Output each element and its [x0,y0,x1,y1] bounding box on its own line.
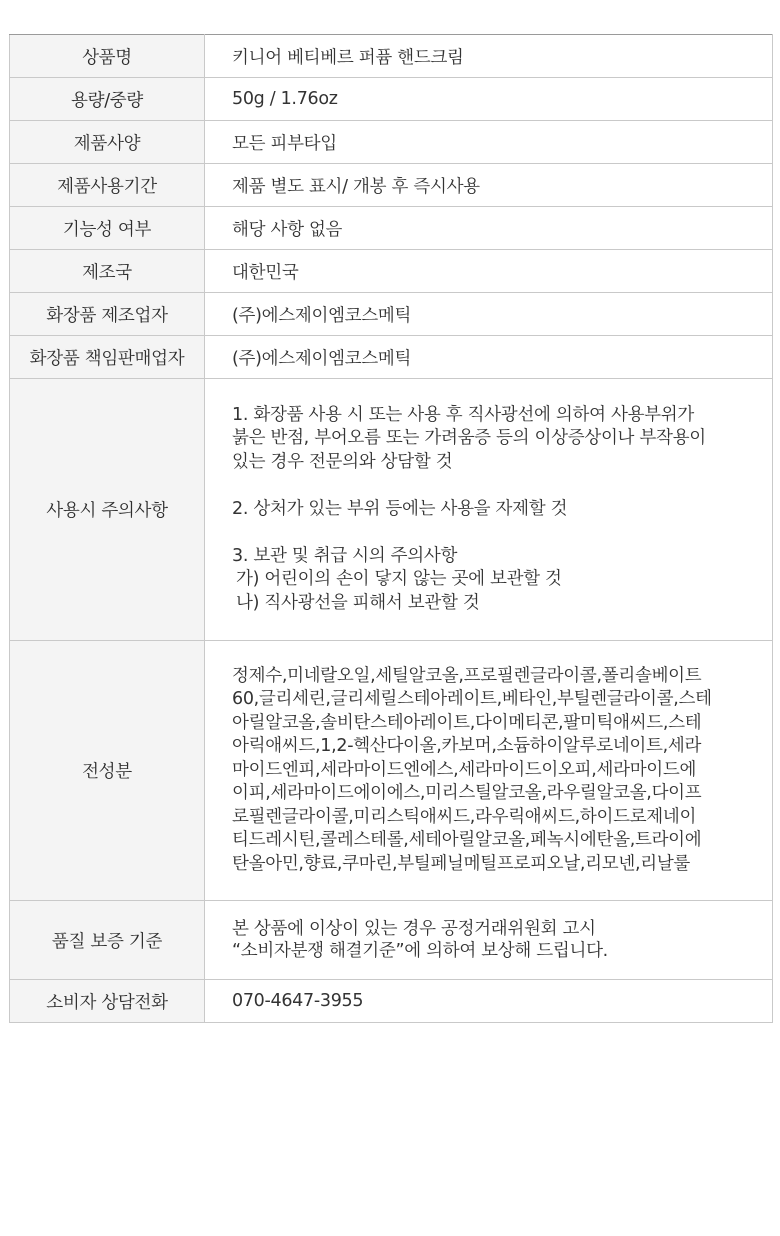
caution-item-3b: 나) 직사광선을 피해서 보관할 것 [236,592,480,613]
ingredients-line: 탄올아민,향료,쿠마린,부틸페닐메틸프로피오날,리모넨,리날룰 [232,853,691,874]
row-label-phone: 소비자 상담전화 [10,980,205,1023]
table-row [10,641,773,901]
table-row [10,207,773,250]
row-value-expiry: 제품 별도 표시/ 개봉 후 즉시사용 [205,164,773,207]
ingredients-line: 아릴알코올,솔비탄스테아레이트,다이메티콘,팔미틱애씨드,스테 [232,712,702,733]
spacer [232,474,762,498]
table-row [10,336,773,379]
table-row [10,164,773,207]
row-value-product-name: 키니어 베티베르 퍼퓸 핸드크림 [205,35,773,78]
caution-item-1-line-3: 있는 경우 전문의와 상담할 것 [232,451,453,472]
product-info-table [9,34,773,1023]
row-label-functional: 기능성 여부 [10,207,205,250]
row-label-expiry: 제품사용기간 [10,164,205,207]
table-row [10,980,773,1023]
row-value-capacity: 50g / 1.76oz [205,78,773,121]
ingredients-line: 티드레시틴,콜레스테롤,세테아릴알코올,페녹시에탄올,트라이에 [232,830,702,851]
ingredients-line: 마이드엔피,세라마이드엔에스,세라마이드이오피,세라마이드에 [232,759,697,780]
row-value-manufacturer: (주)에스제이엠코스메틱 [205,293,773,336]
row-value-seller: (주)에스제이엠코스메틱 [205,336,773,379]
row-value-spec: 모든 피부타입 [205,121,773,164]
table-row [10,901,773,980]
ingredients-line: 아릭애씨드,1,2-헥산다이올,카보머,소듐하이알루로네이트,세라 [232,736,702,757]
table-row [10,78,773,121]
caution-item-1-line-2: 붉은 반점, 부어오름 또는 가려움증 등의 이상증상이나 부작용이 [232,428,706,449]
caution-item-1-line-1: 1. 화장품 사용 시 또는 사용 후 직사광선에 의하여 사용부위가 [232,404,694,425]
row-value-cautions [205,379,773,641]
ingredients-line: 정제수,미네랄오일,세틸알코올,프로필렌글라이콜,폴리솔베이트 [232,665,702,686]
quality-line-1: 본 상품에 이상이 있는 경우 공정거래위원회 고시 [232,919,596,939]
ingredients-line: 이피,세라마이드에이에스,미리스틸알코올,라우릴알코올,다이프 [232,783,702,804]
row-label-spec: 제품사양 [10,121,205,164]
table-row [10,293,773,336]
row-value-phone: 070-4647-3955 [205,980,773,1023]
caution-item-2: 2. 상처가 있는 부위 등에는 사용을 자제할 것 [232,498,568,519]
row-label-manufacturer: 화장품 제조업자 [10,293,205,336]
table-row [10,35,773,78]
table-row [10,121,773,164]
quality-line-2: “소비자분쟁 해결기준”에 의하여 보상해 드립니다. [232,941,608,961]
row-label-ingredients: 전성분 [10,641,205,901]
row-value-quality [205,901,773,980]
caution-item-3a: 가) 어린이의 손이 닿지 않는 곳에 보관할 것 [236,569,562,590]
ingredients-line: 60,글리세린,글리세릴스테아레이트,베타인,부틸렌글라이콜,스테 [232,689,712,710]
row-label-product-name: 상품명 [10,35,205,78]
table-row [10,250,773,293]
table-row [10,379,773,641]
row-label-capacity: 용량/중량 [10,78,205,121]
row-value-ingredients [205,641,773,901]
row-label-quality: 품질 보증 기준 [10,901,205,980]
row-label-seller: 화장품 책임판매업자 [10,336,205,379]
row-label-cautions: 사용시 주의사항 [10,379,205,641]
spacer [232,521,762,545]
row-label-origin: 제조국 [10,250,205,293]
ingredients-line: 로필렌글라이콜,미리스틱애씨드,라우릭애씨드,하이드로제네이 [232,806,697,827]
row-value-origin: 대한민국 [205,250,773,293]
caution-item-3: 3. 보관 및 취급 시의 주의사항 [232,545,458,566]
row-value-functional: 해당 사항 없음 [205,207,773,250]
